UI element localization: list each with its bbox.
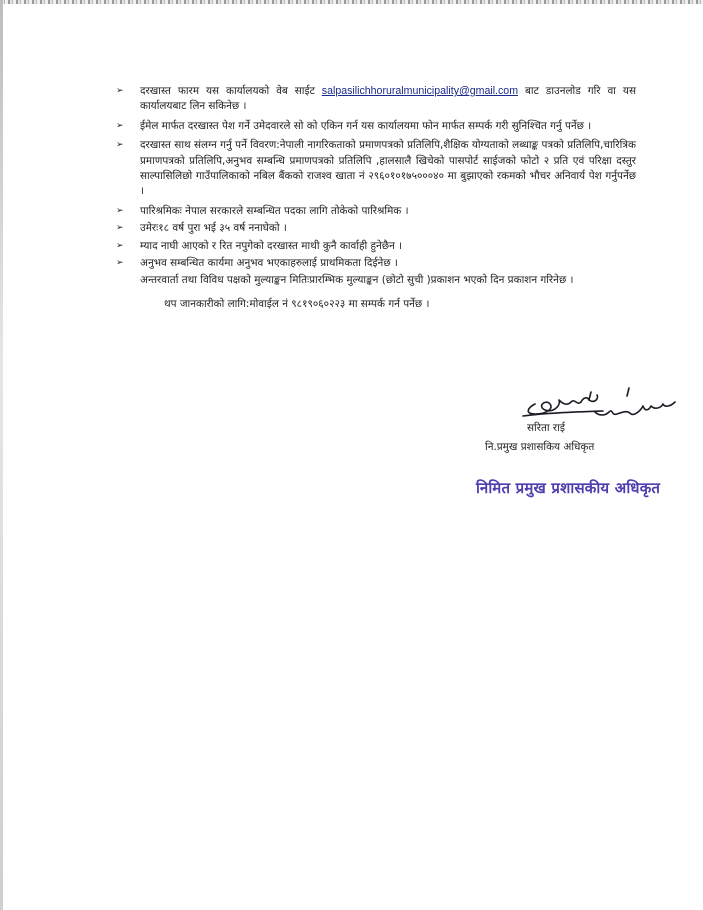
item-text: उमेरः१८ वर्ष पुरा भई ३५ वर्ष ननाघेको । [140,222,287,235]
arrow-bullet-icon: ➢ [116,240,124,251]
email-link[interactable]: salpasilichhoruralmunicipality@gmail.com [321,85,519,97]
arrow-bullet-icon: ➢ [116,140,124,151]
notice-body [116,84,636,312]
signatory-name: सरिता राई [527,422,565,434]
signature-scribble-icon [515,386,685,422]
list-item-application-form [116,84,636,115]
list-item-email-submission [116,119,636,134]
list-item-deadline [116,239,636,254]
arrow-bullet-icon: ➢ [116,120,124,131]
scan-edge-left [0,0,3,910]
item-text: दरखास्त साथ संलग्न गर्नु पर्ने विवरण:नेपाली नागरिकताको प्रमाणपत्रको प्रतिलिपि,शैक्षिक योग्यताको लब्धाङ्क पत्रको प्रतिलिपि,चारित्रिक प्रमाणपत्रको प्रतिलिपि,अनुभव सम्बन्धि प्रमाणपत्रको प्रतिलिपि ,हालसालै खिचेको पासपोर्ट साईजको फोटो २ प्रति एवं परिक्षा दस्तुर साल्पासिलिछो गाउँपालिकाको नबिल बैंकको राजश्व खाता नं २९६०१०१७५०००४० मा बुझाएको रकमको भौचर अनिवार्य पेश गर्नुपर्नेछ । [140,139,636,198]
list-item-salary [116,204,636,219]
list-item-experience [116,256,636,271]
instruction-list [116,84,636,271]
arrow-bullet-icon: ➢ [116,258,124,269]
interview-note: अन्तरवार्ता तथा विविध पक्षको मुल्याङ्कन मितिःप्रारम्भिक मुल्याङ्कन (छोटो सुची )प्रकाशन भएको दिन प्रकाशन गरिनेछ । [140,274,574,287]
arrow-bullet-icon: ➢ [116,223,124,234]
list-item-age [116,221,636,236]
contact-note: थप जानकारीको लागि:मोवाईल नं ९८१९०६०२२३ मा सम्पर्क गर्न पर्नेछ । [164,297,430,310]
item-text: अनुभव सम्बन्धित कार्यमा अनुभव भएकाहरुलाई प्राथमिकता दिईनेछ । [140,257,398,270]
item-text: ईमेल मार्फत दरखास्त पेश गर्ने उमेदवारले सो को एकिन गर्न यस कार्यालयमा फोन मार्फत सम्पर्क गरी सुनिश्चित गर्नु पर्नेछ । [140,119,592,132]
arrow-bullet-icon: ➢ [116,205,124,216]
item-text: पारिश्रमिकः नेपाल सरकारले सम्बन्धित पदका लागि तोकेको पारिश्रमिक । [140,204,409,217]
item-text-after-link: बाट डाउनलोड गरि वा यस कार्यालयबाट लिन सकिनेछ । [140,85,636,113]
list-item-required-documents [116,138,636,200]
item-text: म्याद नाघी आएको र रित नपुगेको दरखास्त माथी कुनै कार्वाही हुनेछैन । [140,239,403,252]
handwritten-signature [515,386,685,422]
scan-edge-top [0,0,703,4]
item-text-before-link: दरखास्त फारम यस कार्यालयको वेब साईट [140,85,322,97]
arrow-bullet-icon: ➢ [116,86,124,96]
signatory-title: नि.प्रमुख प्रशासकिय अधिकृत [485,441,595,453]
official-stamp: निमित प्रमुख प्रशासकीय अधिकृत [476,479,661,497]
